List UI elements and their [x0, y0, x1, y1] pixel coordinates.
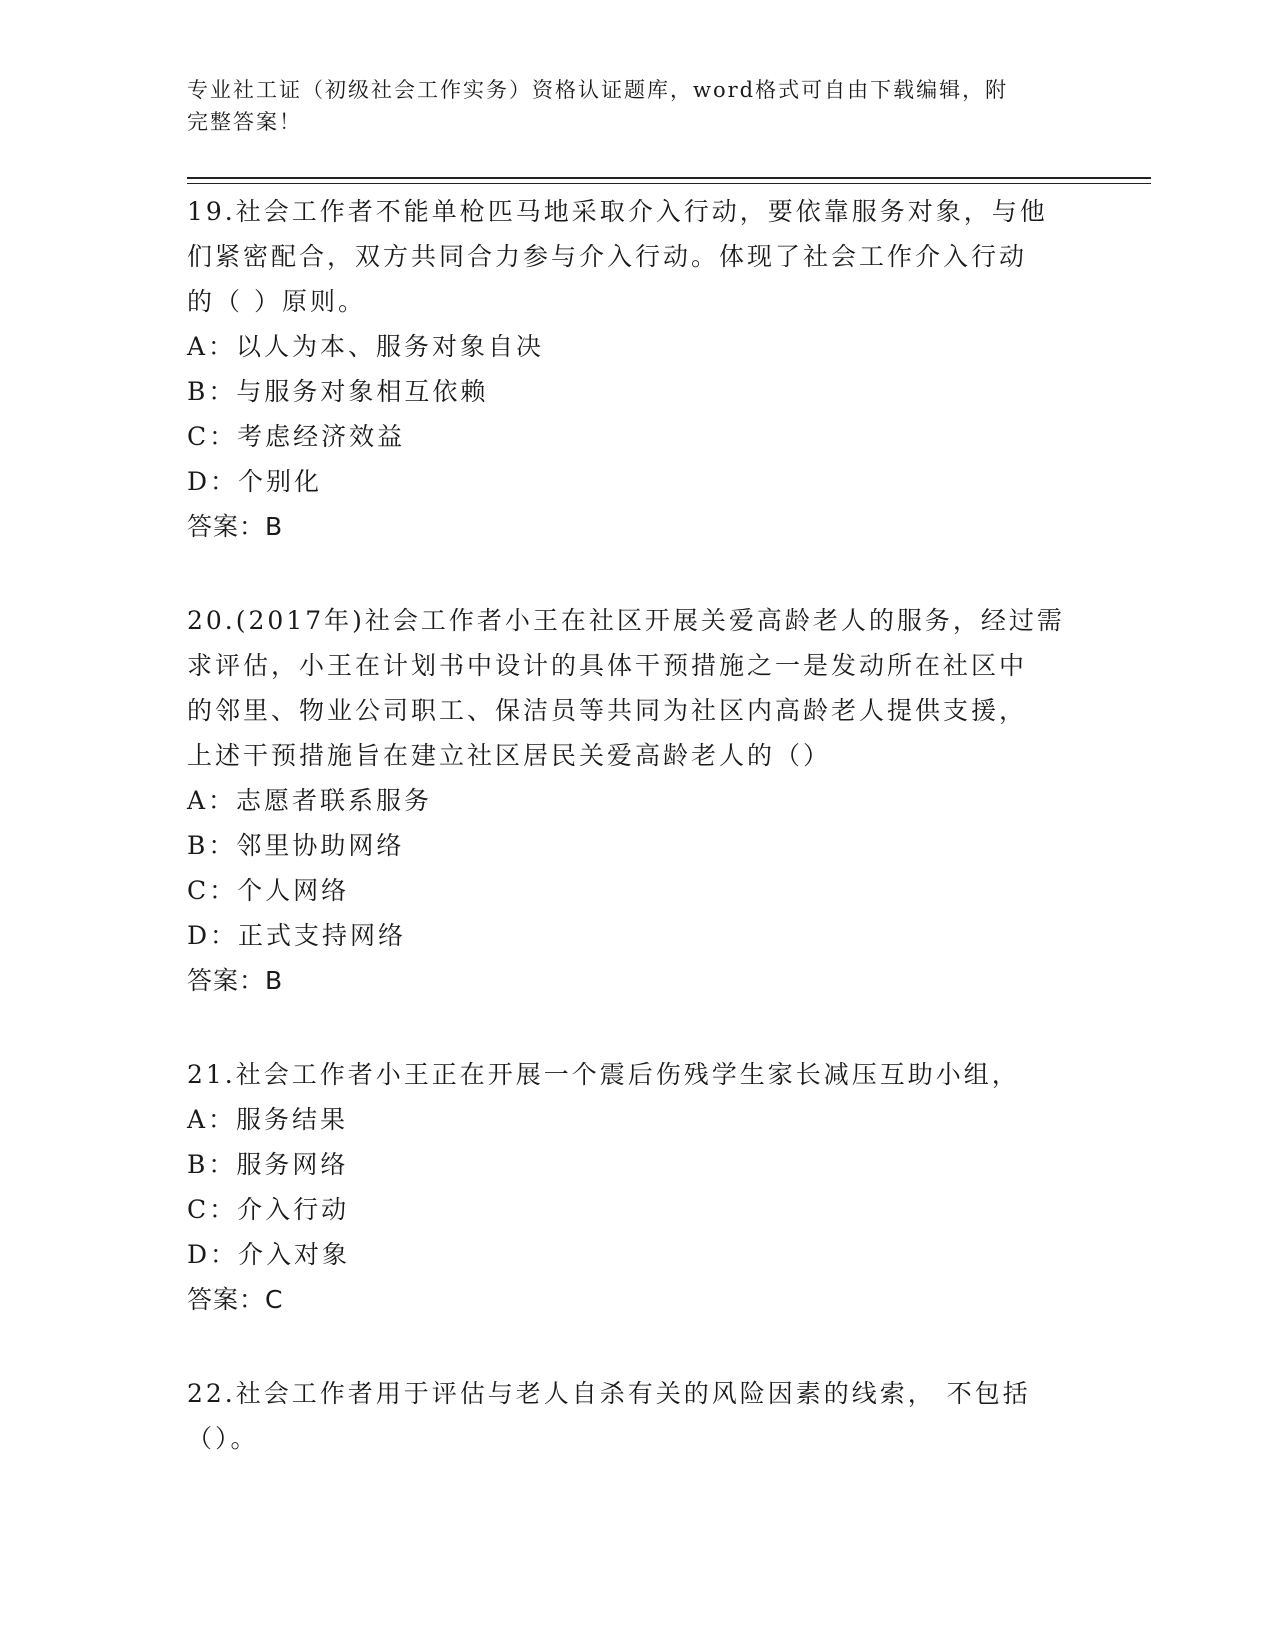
question-20: [187, 598, 1087, 1004]
question-stem-line: 上述干预措施旨在建立社区居民关爱高龄老人的（）: [187, 741, 832, 770]
option-b: B：邻里协助网络: [187, 831, 405, 860]
question-stem-line: 19.社会工作者不能单枪匹马地采取介入行动，要依靠服务对象，与他: [187, 197, 1048, 226]
option-a: A：服务结果: [187, 1105, 349, 1134]
option-c: C：介入行动: [187, 1195, 350, 1224]
option-b: B：服务网络: [187, 1150, 349, 1179]
option-b: B：与服务对象相互依赖: [187, 377, 489, 406]
question-stem-line: 的邻里、物业公司职工、保洁员等共同为社区内高龄老人提供支援，: [187, 696, 1028, 725]
answer-text: 答案：C: [187, 1285, 284, 1314]
option-d: D：个别化: [187, 467, 323, 496]
answer-text: 答案：B: [187, 966, 284, 995]
question-19: [187, 189, 1087, 550]
document-header: [187, 74, 1067, 138]
question-stem-line: 21.社会工作者小王正在开展一个震后伤残学生家长减压互助小组，: [187, 1060, 1020, 1089]
question-stem-line: 求评估，小王在计划书中设计的具体干预措施之一是发动所在社区中: [187, 651, 1028, 680]
question-stem-line: 的（ ）原则。: [187, 287, 366, 316]
header-divider-thin: [187, 183, 1151, 184]
option-c: C：考虑经济效益: [187, 422, 406, 451]
option-a: A：以人为本、服务对象自决: [187, 332, 545, 361]
question-stem-line: 22.社会工作者用于评估与老人自杀有关的风险因素的线索， 不包括: [187, 1379, 1031, 1408]
option-d: D：正式支持网络: [187, 921, 407, 950]
question-stem-line: 20.(2017年)社会工作者小王在社区开展关爱高龄老人的服务，经过需: [187, 606, 1065, 635]
header-line-1: 专业社工证（初级社会工作实务）资格认证题库，word格式可自由下载编辑，附: [187, 78, 1009, 102]
question-22: [187, 1371, 1087, 1461]
option-c: C：个人网络: [187, 876, 350, 905]
question-21: [187, 1052, 1087, 1323]
option-d: D：介入对象: [187, 1240, 351, 1269]
header-divider-thick: [187, 177, 1151, 179]
answer-text: 答案：B: [187, 512, 284, 541]
header-line-2: 完整答案！: [187, 110, 302, 134]
option-a: A：志愿者联系服务: [187, 786, 433, 815]
question-stem-line: （）。: [187, 1424, 259, 1453]
question-stem-line: 们紧密配合，双方共同合力参与介入行动。体现了社会工作介入行动: [187, 242, 1028, 271]
